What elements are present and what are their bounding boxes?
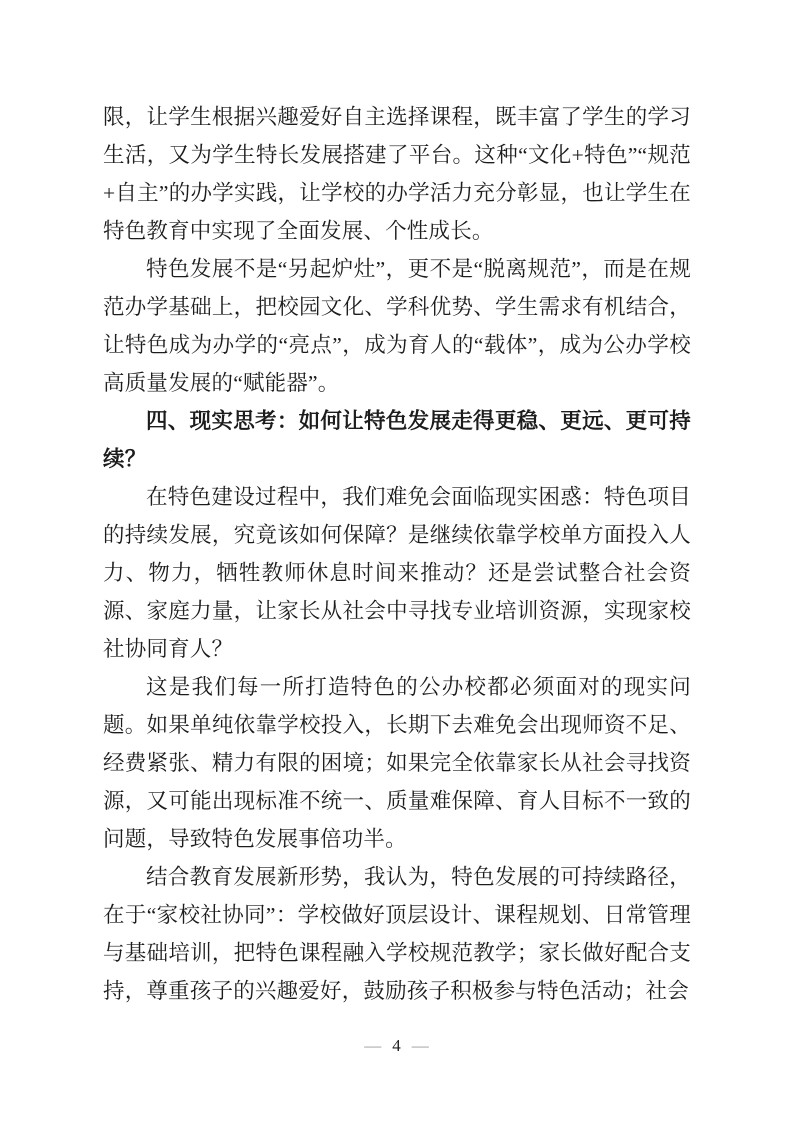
footer-dash-left: — — [364, 1036, 382, 1055]
document-body — [103, 98, 691, 1010]
paragraph: 在特色建设过程中，我们难免会面临现实困惑：特色项目的持续发展，究竟该如何保障？是继续依靠学校单方面投入人力、物力，牺牲教师休息时间来推动？还是尝试整合社会资源、家庭力量，让家长从社会中寻找专业培训资源，实现家校社协同育人？ — [103, 485, 691, 661]
paragraph: 特色发展不是“另起炉灶”，更不是“脱离规范”，而是在规范办学基础上，把校园文化、学科优势、学生需求有机结合，让特色成为办学的“亮点”，成为育人的“载体”，成为公办学校高质量发展的“赋能器”。 — [103, 257, 691, 395]
footer-dash-right: — — [411, 1036, 429, 1055]
page-number: 4 — [392, 1036, 401, 1055]
page-footer — [0, 1034, 793, 1058]
paragraph: 结合教育发展新形势，我认为，特色发展的可持续路径，在于“家校社协同”：学校做好顶层设计、课程规划、日常管理与基础培训，把特色课程融入学校规范教学；家长做好配合支持，尊重孩子的兴趣爱好，鼓励孩子积极参与特色活动；社会 — [103, 865, 691, 1003]
paragraph-continuation: 限，让学生根据兴趣爱好自主选择课程，既丰富了学生的学习生活，又为学生特长发展搭建了平台。这种“文化+特色”“规范+自主”的办学实践，让学校的办学活力充分彰显，也让学生在特色教育中实现了全面发展、个性成长。 — [103, 105, 691, 243]
section-heading: 四、现实思考：如何让特色发展走得更稳、更远、更可持续？ — [103, 409, 691, 471]
paragraph: 这是我们每一所打造特色的公办校都必须面对的现实问题。如果单纯依靠学校投入，长期下去难免会出现师资不足、经费紧张、精力有限的困境；如果完全依靠家长从社会寻找资源，又可能出现标准不统一、质量难保障、育人目标不一致的问题，导致特色发展事倍功半。 — [103, 675, 691, 851]
